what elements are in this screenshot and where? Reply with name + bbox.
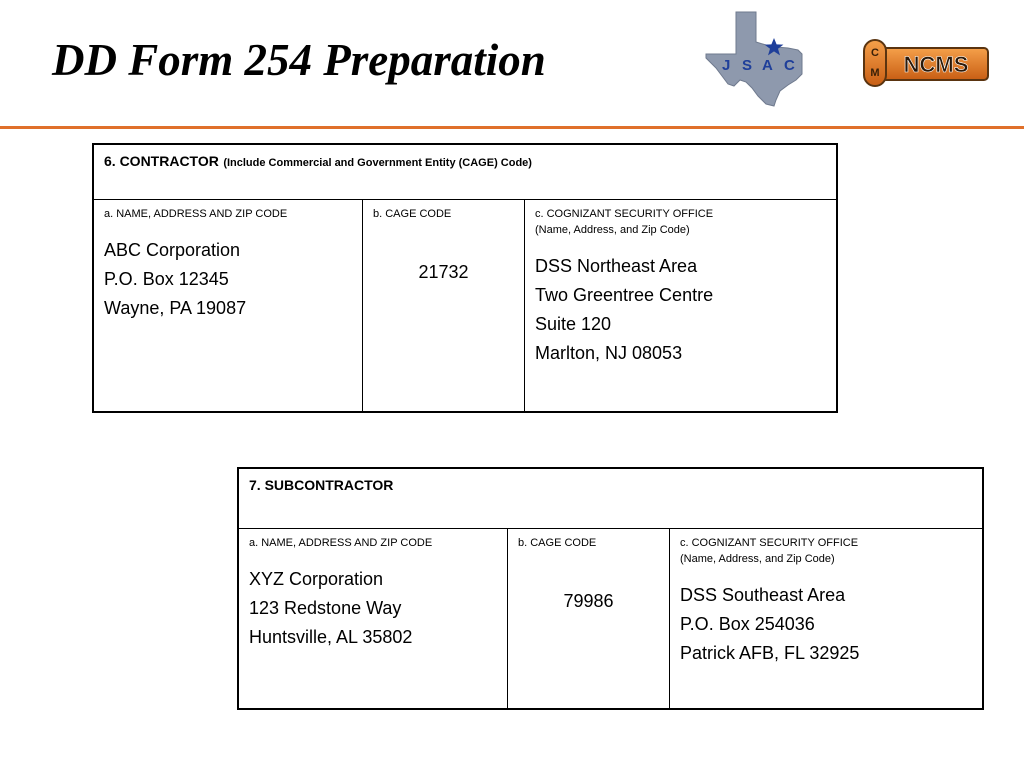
subcontractor-city-line: Huntsville, AL 35802 <box>249 627 413 648</box>
subcontractor-cage-value: 79986 <box>563 591 614 612</box>
contractor-cage-label: b. CAGE CODE <box>373 208 452 221</box>
contractor-cage-value: 21732 <box>418 262 469 283</box>
jsac-letter-c: C <box>784 57 795 74</box>
ncms-text: NCMS <box>903 52 969 77</box>
subcontractor-cage-label: b. CAGE CODE <box>518 537 597 550</box>
contractor-cso-line: Two Greentree Centre <box>535 285 714 306</box>
contractor-cso-line: Suite 120 <box>535 314 612 335</box>
subcontractor-name-label: a. NAME, ADDRESS AND ZIP CODE <box>249 537 433 550</box>
subcontractor-cso-line: P.O. Box 254036 <box>680 614 815 635</box>
ncms-side-letter-c: C <box>871 47 879 59</box>
contractor-form <box>92 143 838 413</box>
subcontractor-form <box>237 467 984 710</box>
subcontractor-cso-label: c. COGNIZANT SECURITY OFFICE <box>680 537 859 550</box>
subcontractor-cso-cell <box>670 529 984 709</box>
subcontractor-cso-note: (Name, Address, and Zip Code) <box>680 553 835 566</box>
contractor-cso-label: c. COGNIZANT SECURITY OFFICE <box>535 208 714 221</box>
contractor-name-line: ABC Corporation <box>104 240 241 261</box>
jsac-letter-s: S <box>742 57 753 74</box>
subcontractor-name-cell <box>238 529 508 709</box>
ncms-side-letter-m: M <box>870 67 880 79</box>
contractor-name-label: a. NAME, ADDRESS AND ZIP CODE <box>104 208 288 221</box>
subcontractor-address-line: 123 Redstone Way <box>249 598 402 619</box>
ncms-logo <box>862 38 990 88</box>
subcontractor-name-line: XYZ Corporation <box>249 569 384 590</box>
contractor-header-cell <box>93 144 837 200</box>
contractor-heading-note: (Include Commercial and Government Entity (CAGE) Code) <box>223 157 532 169</box>
contractor-address-line: P.O. Box 12345 <box>104 269 229 290</box>
contractor-heading: 6. CONTRACTOR <box>104 153 219 169</box>
subcontractor-heading: 7. SUBCONTRACTOR <box>249 477 394 493</box>
subcontractor-cage-cell <box>508 529 670 709</box>
jsac-letter-a: A <box>762 57 773 74</box>
subcontractor-cso-line: DSS Southeast Area <box>680 585 846 606</box>
contractor-city-line: Wayne, PA 19087 <box>104 298 247 319</box>
contractor-name-cell <box>93 200 363 412</box>
jsac-texas-logo <box>704 8 808 108</box>
contractor-cso-note: (Name, Address, and Zip Code) <box>535 224 690 237</box>
page-title: DD Form 254 Preparation <box>52 35 546 85</box>
subcontractor-cso-line: Patrick AFB, FL 32925 <box>680 643 860 664</box>
contractor-cage-cell <box>363 200 525 412</box>
contractor-cso-cell <box>525 200 838 412</box>
subcontractor-header-cell <box>238 468 983 529</box>
contractor-cso-line: DSS Northeast Area <box>535 256 698 277</box>
jsac-letter-j: J <box>722 57 731 74</box>
contractor-cso-line: Marlton, NJ 08053 <box>535 343 683 364</box>
header-divider <box>0 126 1024 129</box>
